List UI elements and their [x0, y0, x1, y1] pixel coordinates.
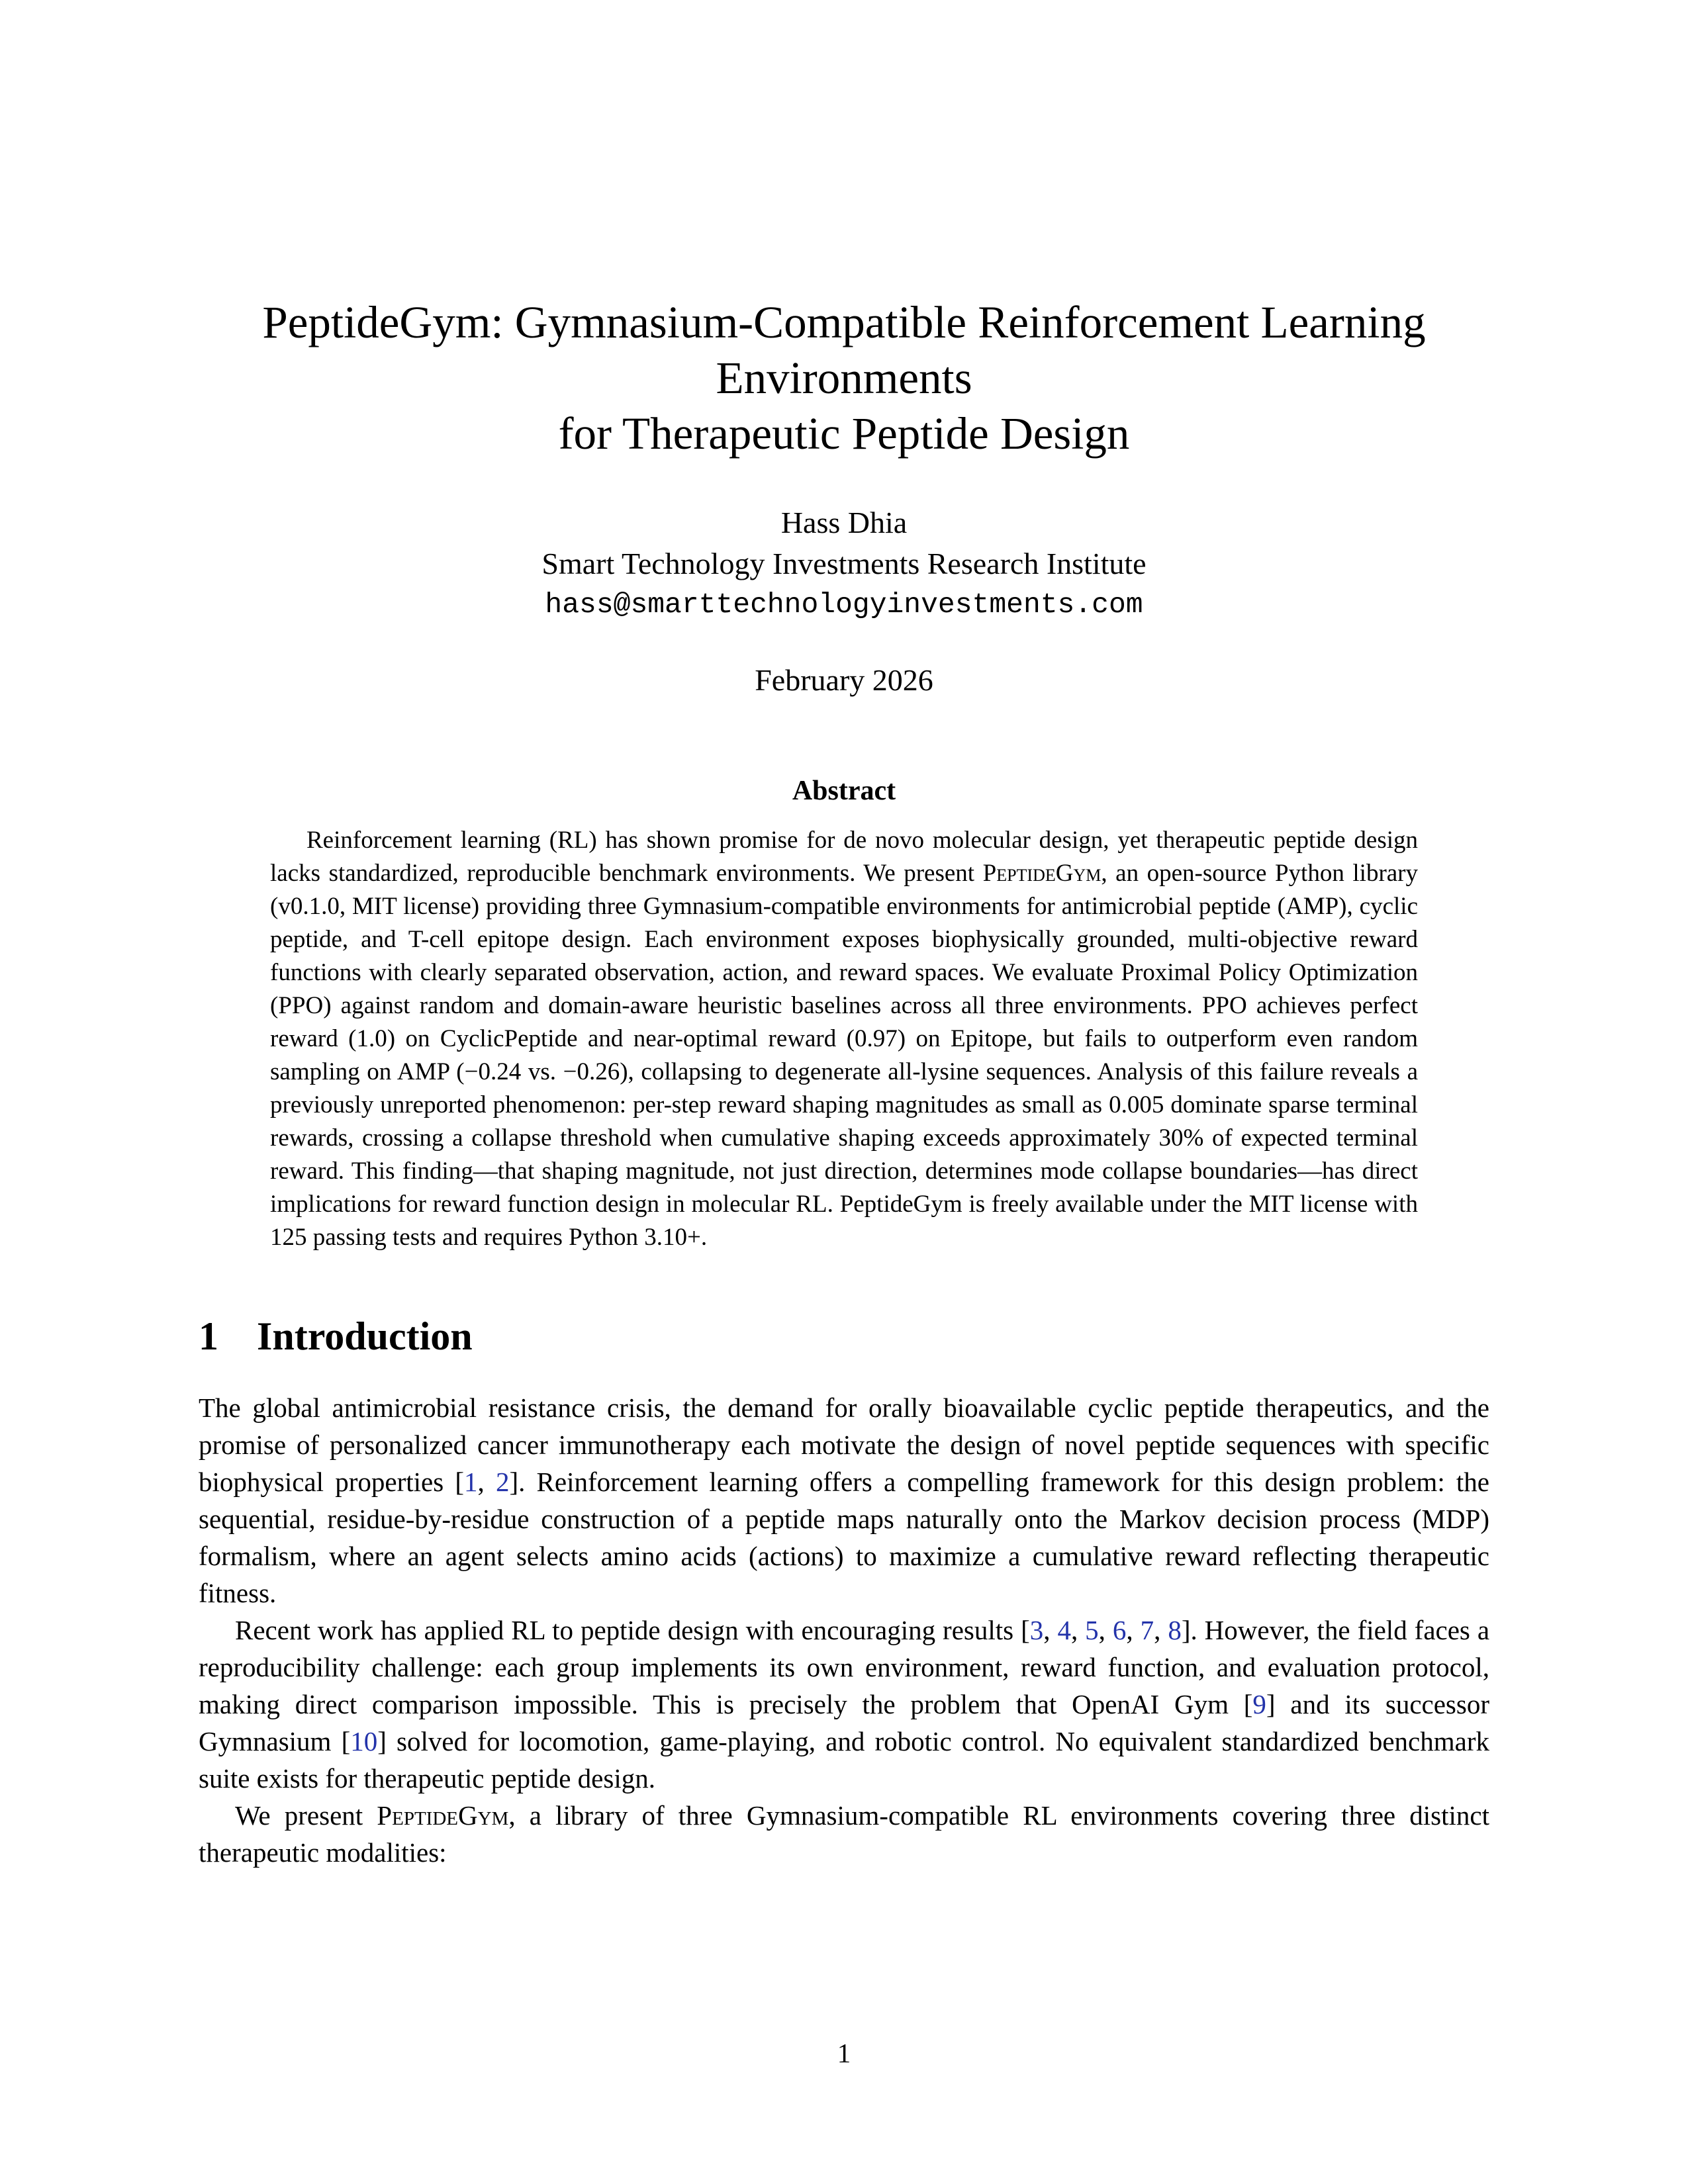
text-run: , a library of three Gymnasium-compatible RL environments covering three distinct therapeutic modalities: — [199, 1800, 1489, 1868]
intro-paragraph-3 — [199, 1797, 1489, 1871]
abstract-heading: Abstract — [792, 776, 896, 806]
citation-ref-5[interactable]: 5 — [1085, 1615, 1099, 1645]
citation-ref-4[interactable]: 4 — [1057, 1615, 1071, 1645]
citation-ref-9[interactable]: 9 — [1252, 1689, 1266, 1719]
citation-ref-8[interactable]: 8 — [1168, 1615, 1182, 1645]
page-number: 1 — [837, 2038, 851, 2068]
author-affiliation: Smart Technology Investments Research Institute — [541, 547, 1147, 580]
section-1-heading — [199, 1312, 1489, 1360]
title-block — [199, 295, 1489, 701]
author-email: hass@smarttechnologyinvestments.com — [545, 588, 1143, 621]
citation-ref-7[interactable]: 7 — [1140, 1615, 1154, 1645]
paper-title-line-2: Environments — [716, 353, 972, 403]
citation-ref-6[interactable]: 6 — [1112, 1615, 1127, 1645]
author-name: Hass Dhia — [780, 506, 908, 539]
peptidegym-smallcaps: PeptideGym — [377, 1800, 509, 1831]
abstract-text-run: , an open-source Python library (v0.1.0, MIT license) providing three Gymnasium-compatible environments for antimicrobial peptide (AMP), cyclic peptide, and T-cell epitope design. Each environment exposes biophysically grounded, multi-objective reward functions with clearly separated observation, action, and reward spaces. We evaluate Proximal Policy Optimization (PPO) against random and domain-aware heuristic baselines across all three environments. PPO achieves perfect reward (1.0) on CyclicPeptide and near-optimal reward (0.97) on Epitope, but fails to outperform even random sampling on AMP (−0.24 vs. −0.26), collapsing to degenerate all-lysine sequences. Analysis of this failure reveals a previously unreported phenomenon: per-step reward shaping magnitudes as small as 0.005 dominate sparse terminal rewards, crossing a collapse threshold when cumulative shaping exceeds approximately 30% of expected terminal reward. This finding—that shaping magnitude, not just direction, determines mode collapse boundaries—has direct implications for reward function design in molecular RL. PeptideGym is freely available under the MIT license with 125 passing tests and requires Python 3.10+. — [270, 860, 1419, 1251]
paper-title-line-3: for Therapeutic Peptide Design — [558, 408, 1130, 459]
text-run: ]. However, the field faces a reproducibility challenge: each group implements its own environment, reward function, and evaluation protocol, making direct comparison impossible. This is precisely the problem that OpenAI Gym [ — [199, 1615, 1490, 1719]
text-run: , — [1126, 1615, 1141, 1645]
citation-ref-3[interactable]: 3 — [1029, 1615, 1044, 1645]
text-run: , — [1154, 1615, 1168, 1645]
section-title: Introduction — [257, 1314, 473, 1358]
text-run: ] solved for locomotion, game-playing, and robotic control. No equivalent standardized benchmark suite exists for therapeutic peptide design. — [199, 1726, 1489, 1794]
text-run: The global antimicrobial resistance crisis, the demand for orally bioavailable cyclic peptide therapeutics, and the promise of personalized cancer immunotherapy each motivate the design of novel peptide sequences with specific biophysical properties [ — [199, 1392, 1489, 1497]
intro-paragraph-2 — [199, 1612, 1489, 1797]
paper-date: February 2026 — [755, 663, 933, 697]
text-run: Recent work has applied RL to peptide design with encouraging results [ — [235, 1615, 1030, 1645]
text-run: ]. Reinforcement learning offers a compelling framework for this design problem: the sequential, residue-by-residue construction of a peptide maps naturally onto the Markov decision process (MDP) formalism, where an agent selects amino acids (actions) to maximize a cumulative reward reflecting therapeutic fitness. — [199, 1467, 1489, 1608]
text-run: , — [1098, 1615, 1113, 1645]
text-run: , — [1043, 1615, 1058, 1645]
section-number: 1 — [199, 1314, 218, 1358]
citation-ref-2[interactable]: 2 — [495, 1467, 510, 1497]
text-run: ] and its successor Gymnasium [ — [199, 1689, 1489, 1756]
text-run: , — [477, 1467, 496, 1497]
paper-title-line-1: PeptideGym: Gymnasium-Compatible Reinforcement Learning — [262, 297, 1426, 347]
citation-ref-1[interactable]: 1 — [464, 1467, 478, 1497]
intro-paragraph-1 — [199, 1389, 1489, 1612]
text-run: We present — [235, 1800, 377, 1831]
text-run: , — [1070, 1615, 1086, 1645]
introduction-section — [199, 1312, 1489, 1871]
abstract-text-run: Reinforcement learning (RL) has shown promise for de novo molecular design, yet therapeutic peptide design lacks standardized, reproducible benchmark environments. We present — [270, 827, 1418, 887]
citation-ref-10[interactable]: 10 — [350, 1726, 378, 1756]
paper-title — [199, 295, 1489, 461]
abstract-section — [199, 775, 1489, 1254]
peptidegym-smallcaps: PeptideGym — [982, 860, 1102, 887]
abstract-text — [270, 824, 1418, 1254]
